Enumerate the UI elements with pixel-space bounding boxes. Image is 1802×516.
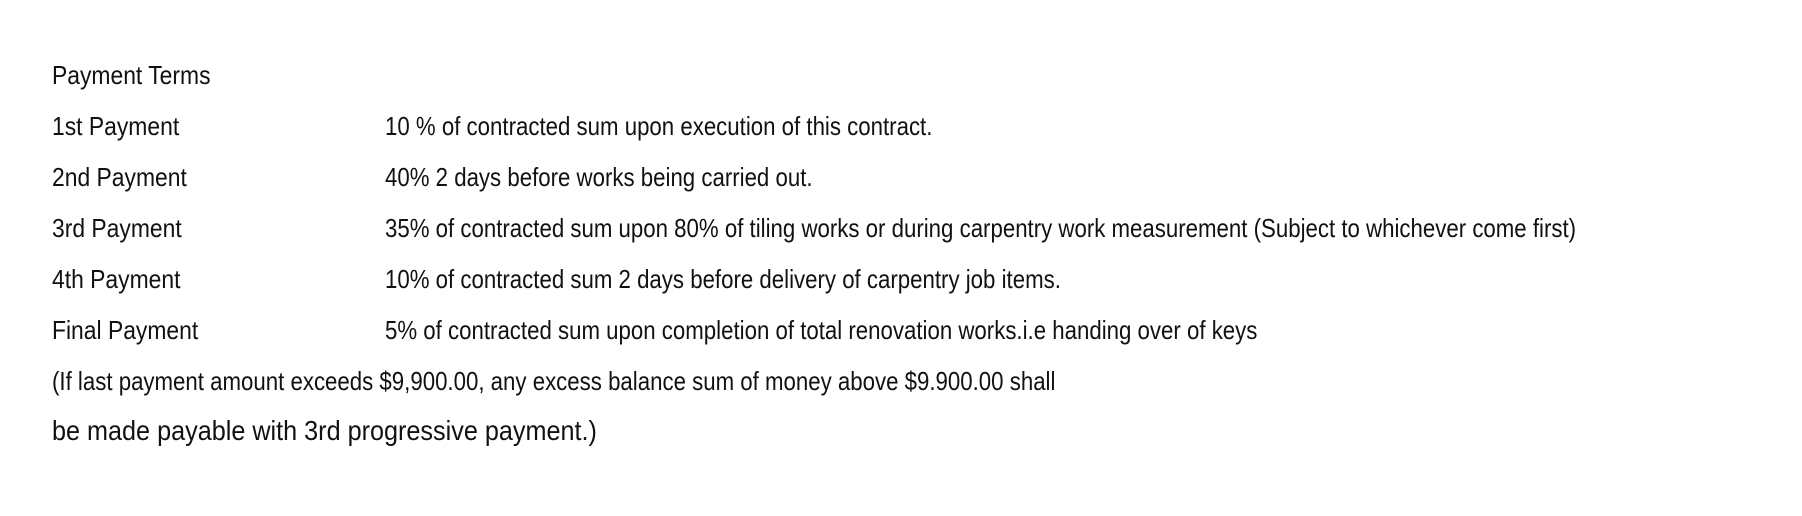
payment-row (52, 254, 1772, 305)
payment-row (52, 305, 1772, 356)
payment-label: Final Payment (52, 315, 199, 345)
payment-label: 2nd Payment (52, 162, 187, 192)
payment-note-line-2: be made payable with 3rd progressive payment.) (52, 415, 597, 446)
payment-terms-document (52, 50, 1772, 455)
payment-description: 10 % of contracted sum upon execution of this contract. (385, 111, 933, 141)
payment-row (52, 203, 1772, 254)
payment-note-line-1: (If last payment amount exceeds $9,900.00, any excess balance sum of money above $9.900.00 shall (52, 366, 1056, 396)
payment-row (52, 152, 1772, 203)
payment-label: 1st Payment (52, 111, 180, 141)
payment-description: 40% 2 days before works being carried out. (385, 162, 813, 192)
payment-description: 5% of contracted sum upon completion of total renovation works.i.e handing over of keys (385, 315, 1258, 345)
payment-description: 10% of contracted sum 2 days before delivery of carpentry job items. (385, 264, 1061, 294)
payment-label: 4th Payment (52, 264, 181, 294)
payment-description: 35% of contracted sum upon 80% of tiling works or during carpentry work measurement (Subject to whichever come first) (385, 213, 1577, 243)
payment-row (52, 101, 1772, 152)
payment-label: 3rd Payment (52, 213, 182, 243)
section-title: Payment Terms (52, 60, 211, 90)
